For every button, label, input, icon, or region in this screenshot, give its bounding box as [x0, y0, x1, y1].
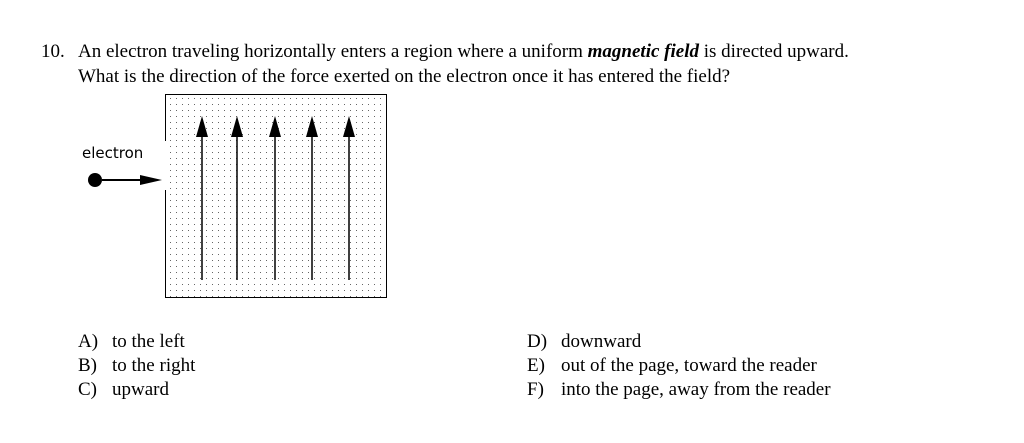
choice-letter: C): [78, 379, 97, 400]
question-number: 10.: [41, 41, 65, 62]
choice-text: out of the page, toward the reader: [561, 355, 817, 376]
choice-letter: A): [78, 331, 99, 352]
choice-text: to the right: [112, 355, 196, 376]
electron-dot: [88, 173, 102, 187]
velocity-arrowhead-icon: [140, 175, 162, 185]
choice-letter: B): [78, 355, 97, 376]
choice-letter: D): [527, 331, 548, 352]
choice-b[interactable]: [78, 355, 195, 377]
emphasized-term: magnetic field: [587, 41, 699, 62]
choice-text: to the left: [112, 331, 185, 352]
question-text-after: is directed upward.: [699, 41, 849, 62]
choice-c[interactable]: [78, 379, 169, 401]
choice-e[interactable]: [527, 355, 817, 377]
choice-letter: E): [527, 355, 545, 376]
choice-text: into the page, away from the reader: [561, 379, 831, 400]
choice-a[interactable]: [78, 331, 185, 353]
choice-text: upward: [112, 379, 169, 400]
question-text-before: An electron traveling horizontally enters a region where a uniform: [78, 41, 588, 62]
question-text-line2: What is the direction of the force exerted on the electron once it has entered the field?: [78, 66, 731, 87]
choice-letter: F): [527, 379, 544, 400]
choice-text: downward: [561, 331, 642, 352]
choice-f[interactable]: [527, 379, 831, 401]
entry-gap: [163, 141, 169, 190]
electron-label: electron: [82, 144, 144, 162]
choice-d[interactable]: [527, 331, 641, 353]
